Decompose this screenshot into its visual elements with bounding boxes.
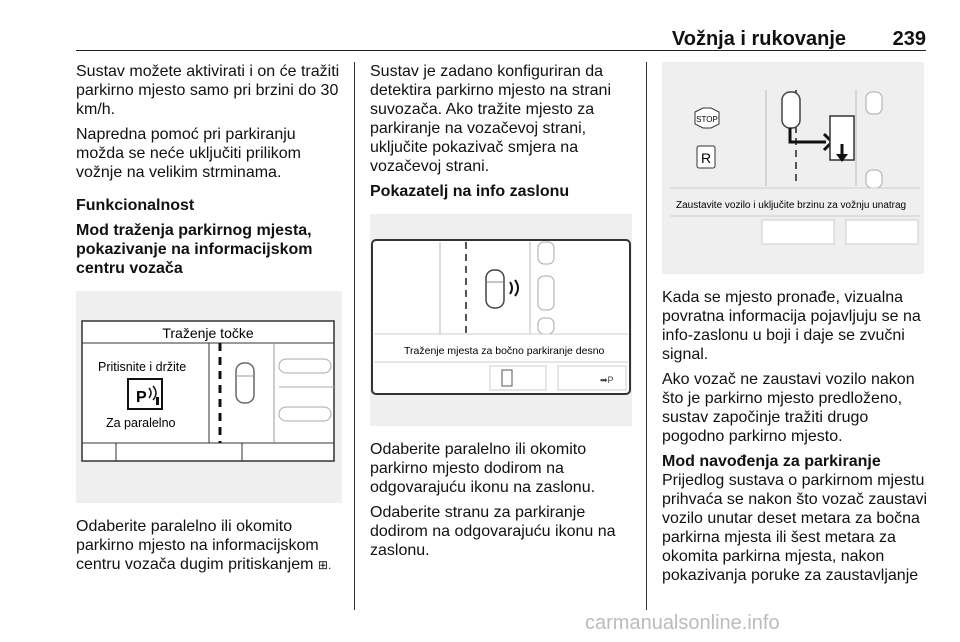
subsection-heading: Mod traženja parkirnog mjesta, pokazivanje na informacijskom centru vozača bbox=[76, 222, 313, 277]
info-display-figure bbox=[370, 214, 632, 426]
svg-text:R: R bbox=[700, 150, 712, 166]
column-2 bbox=[370, 62, 632, 566]
paragraph: Napredna pomoć pri parkiranju možda se neće uključiti prilikom vožnje na velikim strminama. bbox=[76, 126, 301, 181]
column-1 bbox=[76, 62, 342, 581]
svg-text:STOP: STOP bbox=[696, 115, 718, 124]
svg-text:P: P bbox=[136, 389, 147, 406]
page-number: 239 bbox=[892, 28, 926, 50]
fig-line-1: Pritisnite i držite bbox=[98, 360, 187, 374]
paragraph: Odaberite stranu za parkiranje dodirom na odgovarajuću ikonu na zaslonu. bbox=[370, 504, 616, 559]
column-divider bbox=[646, 62, 647, 610]
paragraph: Ako vozač ne zaustavi vozilo nakon što je parkirno mjesto predloženo, sustav započinje tražiti drugo pogodno parkirno mjesto. bbox=[662, 371, 915, 445]
section-heading: Funkcionalnost bbox=[76, 197, 195, 214]
chapter-title: Vožnja i rukovanje bbox=[671, 28, 846, 50]
watermark: carmanualsonline.info bbox=[585, 612, 780, 634]
parallel-option[interactable] bbox=[490, 366, 546, 390]
column-3 bbox=[662, 62, 928, 591]
car-icon bbox=[236, 363, 254, 403]
page-header bbox=[76, 28, 926, 51]
car-icon bbox=[486, 270, 504, 308]
fig-line-2: Za paralelno bbox=[106, 416, 176, 430]
reverse-gear-icon bbox=[697, 146, 715, 168]
fig-title: Traženje točke bbox=[162, 325, 254, 341]
svg-text:➡P: ➡P bbox=[600, 375, 614, 385]
side-option[interactable] bbox=[558, 366, 626, 390]
stop-sign-icon bbox=[695, 108, 719, 128]
column-divider bbox=[354, 62, 355, 610]
car-icon bbox=[782, 92, 800, 128]
section-heading: Mod navođenja za parkiranje bbox=[662, 453, 881, 470]
paragraph: Sustav možete aktivirati i on će tražiti parkirno mjesto samo pri brzini do 30 km/h. bbox=[76, 63, 340, 118]
paragraph: Odaberite paralelno ili okomito parkirno mjesto na informacijskom centru vozača dugim pritiskanjem ⊞. bbox=[76, 518, 332, 573]
fig-caption: Traženje mjesta za bočno parkiranje desno bbox=[404, 345, 605, 357]
fig-caption: Zaustavite vozilo i uključite brzinu za vožnju unatrag bbox=[676, 200, 907, 211]
parking-button-icon: ⊞. bbox=[317, 558, 332, 572]
paragraph: Odaberite paralelno ili okomito parkirno mjesto dodirom na odgovarajuću ikonu na zaslonu. bbox=[370, 441, 596, 496]
paragraph: Sustav je zadano konfiguriran da detektira parkirno mjesto na strani suvozača. Ako tražite mjesto za parkiranje na vozačevoj strani, uključite pokazivač smjera na vozačevoj strani. bbox=[370, 63, 611, 175]
paragraph: Kada se mjesto pronađe, vizualna povratna informacija pojavljuju se na info-zaslonu u boji i daje se zvučni signal. bbox=[662, 289, 921, 363]
park-assist-button-icon bbox=[128, 379, 162, 409]
section-heading: Pokazatelj na info zaslonu bbox=[370, 183, 570, 200]
driver-info-figure bbox=[76, 291, 342, 503]
paragraph: Prijedlog sustava o parkirnom mjestu prihvaća se nakon što vozač zaustavi vozilo unutar deset metara za bočna parkirna mjesta ili šest metara za okomita parkirna mjesta, nakon pokazivanja poruke za zaustavljanje bbox=[662, 472, 928, 584]
guidance-figure bbox=[662, 62, 924, 274]
